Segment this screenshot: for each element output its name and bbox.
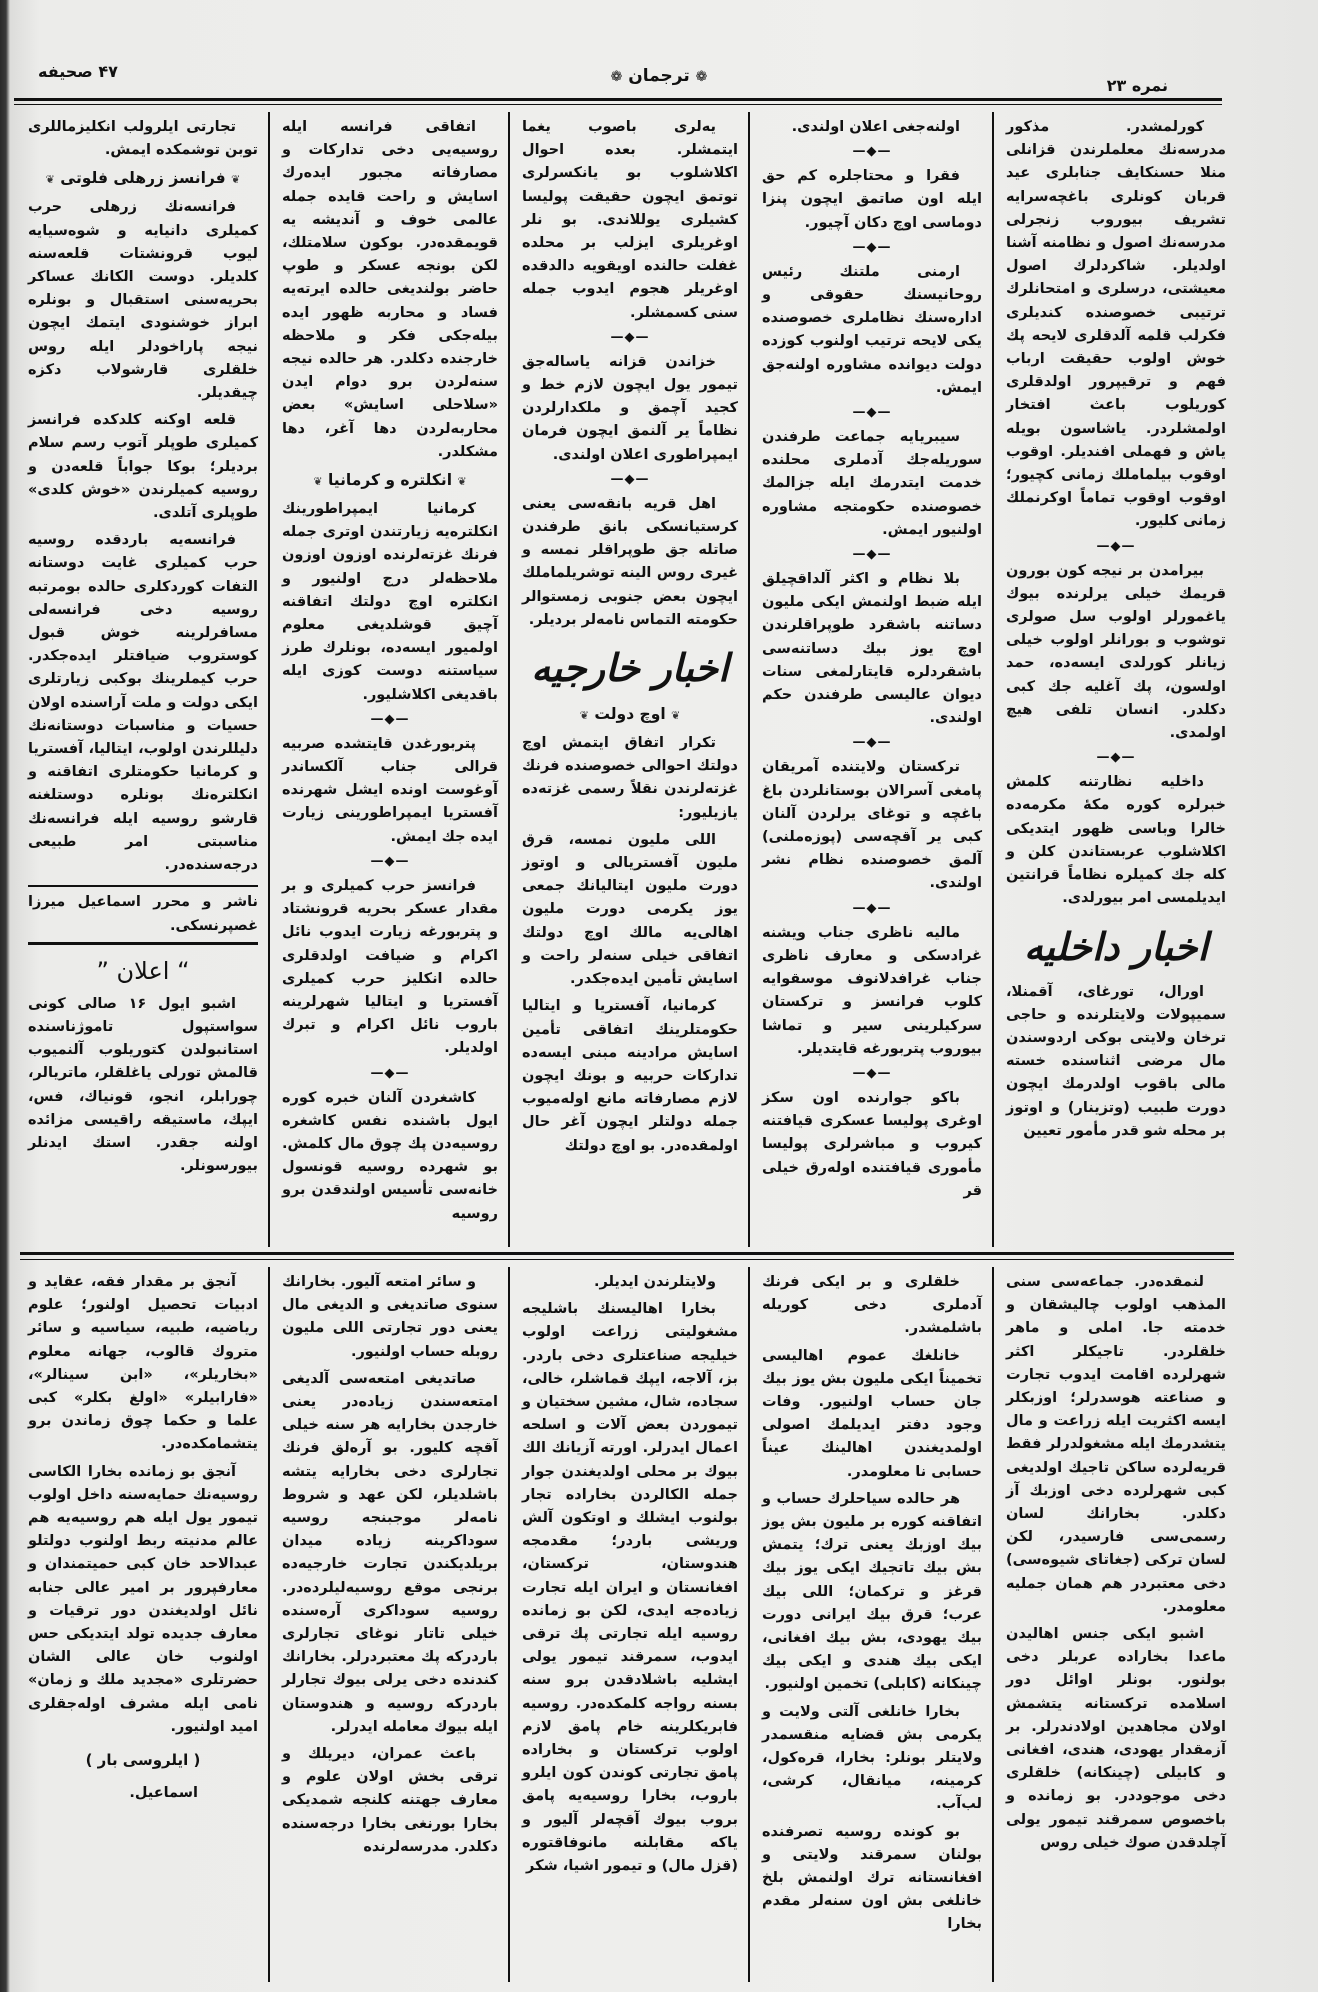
column-divider [268, 1267, 270, 1982]
article-paragraph: تکرار اتفاق ایتمش اوچ دولتك احوالی خصوصنده فرنك غزته‌لرندن نقلاً رسمی غزته‌ده یازیلیور: [522, 735, 738, 821]
advertisement-text: اشبو ایول ۱۶ صالی کونی سواستپول تاموژناسنده استانبولدن کتوریلوب آلنمیوب قالمش تورلی یاغلقلر، ماتریالر، چورابلر، انجو، قونیاك، فس، ایپك، ماستیقه راقیسی مزائده اولنه جقدر. استك ایدنلر بیورسونلر. [28, 995, 258, 1175]
article-paragraph: ارمنی ملتنك رئیس روحانیسنك حقوقی و اداره‌سنك نظاملری خصوصنده یکی لایحه ترتیب اولنوب کوزده دولت دیوانده مشاوره اولنه‌جق ایمش. [762, 263, 982, 396]
ornament-icon: ❦ [45, 173, 55, 187]
article-paragraph: تجارتی ایلرولب انکلیزماللری توبن توشمکده ایمش. [28, 119, 258, 159]
publisher-imprint: ناشر و محرر اسماعیل میرزا غصپرنسکی. [28, 885, 258, 944]
column-divider [748, 1267, 750, 1982]
column-divider [268, 112, 270, 1247]
top-band [20, 112, 1234, 1247]
separator-ornament: —◆— [852, 1065, 892, 1081]
article-paragraph: اللی ملیون نمسه، قرق ملیون آفستریالی و اوتوز دورت ملیون ایتالیانك جمعی یوز یکرمی دورت ملیون اهالی‌یه مالك اوچ دولتك اتفاقی خیلی سنه‌لر راحت و اسایش تأمین ایده‌جکدر. [522, 831, 738, 988]
article-paragraph: باعث عمران، دیریلك و ترقی بخش اولان علوم و معارف جهتنه کلنجه شمدیکی بخارا بورنغی بخارا درجه‌سنده دکلدر. مدرسه‌لرنده [282, 1746, 498, 1855]
bottom-column-1 [998, 1267, 1234, 1982]
advertisement-title: “ اعلان ” [96, 956, 190, 985]
column-divider [508, 112, 510, 1247]
article-subheading [282, 468, 498, 494]
separator-ornament: —◆— [852, 547, 892, 563]
masthead [30, 60, 1288, 96]
article-paragraph: اورال، تورغای، آقمنلا، سمیپولات ولایتلرنده و حاجی ترخان ولایتی بوکی اردوسندن مال مرضی اثناسنده خسته مالی باقوب اولدرمك ایچون دورت طبیب (وتزینار) و اوتوز بر محله شو قدر مأمور تعیین [1006, 983, 1226, 1139]
bottom-column-5 [20, 1267, 266, 1982]
article-paragraph: پتربورغدن قایتشده صربیه قرالی جناب آلکساندر آوغوست اونده ایشل شهرنده آفستریا ایمپراطورینی زیارت ایده جك ایمش. [282, 735, 498, 845]
ornament-icon: ❁ [695, 69, 708, 85]
article-paragraph: اولنه‌جغی اعلان اولندی. [791, 119, 960, 135]
article-paragraph: بیرامدن بر نیجه کون بورون قریمك خیلی یرلرنده بیوك یاغمورلر اولوب سل صولری توشوب و بورانلر اولوب خیلی زیانلر کورلدی ایسه‌ده، حمد اولسون، پك آغلیه جك کبی دکلدر. انسان تلفی هیچ اولمدی. [1006, 562, 1226, 742]
separator-ornament: —◆— [852, 735, 892, 751]
separator-ornament: —◆— [610, 329, 650, 345]
separator-ornament: —◆— [370, 853, 410, 869]
article-paragraph: بخارا خانلغی آلتی ولایت و یکرمی بش قضایه منقسمدر ولایتلر بونلر: بخارا، قره‌کول، کرمینه، میانقال، کرشی، لب‌آب. [762, 1703, 982, 1813]
article-paragraph: بو کونده روسیه تصرفنده بولنان سمرقند ولایتی و افغانستانه ترك اولنمش بلخ خانلغی بش اون سنه‌لر مقدم بخارا [762, 1823, 982, 1933]
article-paragraph: صاتدیغی امتعه‌سی آلدیغی امتعه‌سندن زیاده‌در یعنی خارجدن بخارایه هر سنه خیلی آقچه کلیور. بو آره‌لق فرنك تجارلری دخی بخارایه یتشه باشلدیلر، لکن عهد و شروط نامه‌لر موجبنجه روسیه سوداکرینه زیاده میدان بریلدیکندن تجارت خارجیه‌ده برنجی موقع روسیه‌لیلرده‌در. روسیه سوداکری آره‌سنده خیلی تاتار نوغای تجارلری باردرکه پك معتبردرلر. بخارانك کندنده دخی یرلی بیوك تجارلر باردرکه روسیه و هندوستان ایله بیوك معامله ایدرلر. [282, 1370, 498, 1735]
separator-ornament: —◆— [370, 1065, 410, 1081]
article-paragraph: ترکستان ولایتنده آمریقان پامغی آسرالان بوستانلردن باغ باغچه و توغای یرلردن آلنان کبی یر آقچه‌سی (پوزه‌ملنی) آلمق خصوصنده نظام نشر اولندی. [762, 759, 982, 892]
separator-ornament: —◆— [852, 144, 892, 160]
article-paragraph: کرمانیا ایمپراطورینك انکلتره‌یه زیارتندن اوتری جمله فرنك غزته‌لرنده اوزون اوزون ملاحظه‌لر درج اولنیور و انکلتره اوچ دولتك اتفاقنه آچیق قوشلدیغی معلوم اولمیور ایسه‌ده، بونلرك طرز سیاستنه دوست کوزی ایله باقدیغی اکلاشلیور. [282, 501, 498, 703]
article-paragraph: فقرا و محتاجلره کم حق ایله اون صاتمق ایچون پنزا دوماسی اوچ دکان آچیور. [762, 168, 982, 231]
masthead-rule [14, 98, 1222, 101]
article-paragraph: کرمانیا، آفستریا و ایتالیا حکومتلرینك اتفاقی تأمین اسایش مرادینه مبنی ایسه‌ده تدارکات حربیه و بونك ایچون لازم مصارفاته مانع اوله‌میوب جمله دولتلر ایچون آغر حال اولمقده‌در. بو اوچ دولتك [522, 998, 738, 1154]
ornament-icon: ❦ [579, 709, 589, 723]
separator-ornament: —◆— [1096, 538, 1136, 554]
article-paragraph: سیبریایه جماعت طرفندن سوریله‌جك آدملری محلنده خدمت ایتدرمك ایله جزالمك خصوصنده حکومتجه مشاوره اولنیور ایمش. [762, 429, 982, 538]
subheading-text: فرانسز زرهلی فلوتی [60, 169, 226, 188]
ornament-icon: ❦ [231, 173, 241, 187]
article-paragraph: فرانسه‌یه باردقده روسیه حرب کمیلری غایت دوستانه التفات کوردکلری حالده بومرتبه روسیه دخی فرانسه‌لی مسافرلرینه خوش قبول کوستروب ضیافتلر ایده‌جکدر. حرب کیملرینك بوکبی زیارتلری ایکی دولت و ملت آراسنده اولان حسیات و مناسبات دوستانه‌نك دلیللرندن اولوب، ایتالیا، آفستریا و کرمانیا حکومتلری اتفاقنه و انکلتره‌نك بونلره دوستلغنه قارشو روسیه ایله فرانسه‌نك مناسبتی امر طبیعی درجه‌سنده‌در. [28, 532, 258, 874]
separator-ornament: —◆— [370, 711, 410, 727]
newspaper-title-text: ترجمان [628, 66, 690, 86]
article-paragraph: کورلمشدر. مذکور مدرسه‌نك معلملرندن قزانلی منلا حسنکایف جنابلری عید قربان کونلری باغچه‌سرایه تشریف بیوروب زنجرلی مدرسه‌نك اصول و نظامنه آشنا اولدیلر. شاکردلرك اصول معیشتی، درسلری و امتحانلرك ترتیبی خصوصنده کندیلری فکرلب قلمه آلدقلری لایحه پك خوش اولوب حقیقت ارباب فهم و ترقیپرور اولدقلری کوریلوب باعث افتخار اولمشلردر. یاشاسون بویله یاش و فهملی افندیلر. اوقوب اوقوب بیلماملك زمانی کچیور؛ اوقوب اوقوب تماماً اوکرنملك زمانی کلیور. [1006, 119, 1226, 530]
article-paragraph: فرانسه‌نك زرهلی حرب کمیلری دانیایه و شوه‌سیایه‌ لیوب قرونشتات قلعه‌سنه کلدیلر. دوست الکانك عساکر بحریه‌سنی استقبال و بونلره ابراز خوشنودی ایتمك ایچون نیجه پاراخودلر ایله روس خلقلری قارشولاب دکزه چیقدیلر. [28, 199, 258, 402]
bottom-column-3 [514, 1267, 746, 1982]
separator-ornament: —◆— [1096, 750, 1136, 766]
article-paragraph: اشبو ایکی جنس اهالیدن ماعدا بخاراده عربلر دخی بولنور. بونلر اوائل دور اسلامده ترکستانه یتشمش اولان مجاهدین اولادندرلر. بر آزمقدار یهودی، هندی، افغانی و کابیلی (چینکانه) خلقلری دخی موجوددر. بو زمانده و باخصوص سمرقند تیمور یولی آچلدقدن صوك خیلی روس [1006, 1626, 1226, 1851]
article-paragraph: یه‌لری باصوب یغما ایتمشلر. بعده احوال اکلاشلوب بو یانکسرلری توتمق ایچون حقیقت پولیسا کشیلری یوللاندی. بو نلر اوغریلری ایزلب بر محلده غفلت حالنده اویقویه دالدقده اوغریلر هجوم ایدوب جمله سنی کسمشلر. [522, 119, 738, 321]
article-paragraph: اتفاقی فرانسه ایله روسیه‌یی دخی تدارکات و مصارفاته مجبور ایده‌رك اسایش و راحت قایده جمله عالمی خوف و آندیشه یه قویمقده‌در. بوکون سلامتلك، لکن بونجه عسکر و طوپ حاضر بولندیغی حالده ایرته‌یه فساد و محاربه ظهور ایده بیله‌جکی فکر و ملاحظه خارجنده دکلدر. هر حالده نیجه سنه‌لردن برو دوام ایدن «سلاحلی اسایش» بعض محاربه‌لردن دها آغر، دها مشکلدر. [282, 119, 498, 460]
column-divider [748, 112, 750, 1247]
column-5 [20, 112, 266, 1247]
article-paragraph: مالیه ناظری جناب ویشنه غرادسکی و معارف ناظری جناب غرافدلانوف موسقوایه کلوب فرانسز و ترکستان سرکیلرینی سیر و تماشا بیوروب پتربورغه قایتدیلر. [762, 924, 982, 1057]
bottom-band [20, 1267, 1234, 1982]
article-paragraph: قلعه اوکنه کلدکده فرانسز کمیلری طوپلر آتوب رسم سلام بردیلر؛ بوکا جواباً قلعه‌دن و روسیه کمیلرندن «خوش کلدی» طوپلری آتلدی. [28, 412, 258, 522]
article-paragraph: بخارا اهالیسنك باشلیجه مشغولیتی زراعت اولوب خیلیجه صناعتلری دخی باردر. بز، آلاجه، ایپك قماشلر، خالی، سجاده، شال، مشین سختیان و تیموردن بعض آلات و اسلحه اعمال ایدرلر. اورته آزیانك الك بیوك بر محلی اولدیغندن جوار جمله الکالردن بخاراده تجار بولنوب ایشلك و اوتکون آلش وریشی باردر؛ مقدمجه هندوستان، ترکستان، افغانستان و ایران ایله تجارت زیاده‌جه ایدی، لکن بو زمانده روسیه ایله تجارتی پك ترقی ایدوب، سمرقند تیمور یولی ایشلیه باشلادقدن برو سنه بسنه رواجه کلمکده‌در. روسیه فابریکلرینه خام پامق لازم اولوب ترکستان و بخاراده پامق تجارتی کوندن کون ایلرو باروب، بخارا روسیه‌یه پامق بروب بیوك آقچه‌لر آلیور و یاکه مقابلنه مانوفاقتوره (قزل مال) و تیمور اشیا، شکر [522, 1301, 738, 1875]
separator-ornament: —◆— [852, 900, 892, 916]
column-1 [998, 112, 1234, 1247]
article-paragraph: هر حالده سیاحلرك حساب و اتفاقنه کوره بر ملیون بش یوز بیك اوزبك یعنی ترك؛ یتمش بش بیك تاتجیك ایکی یوز بیك قرغز و ترکمان؛ اللی بیك عرب؛ قرق بیك ایرانی دورت بیك یهودی، بش بیك افغانی، ایکی بیك هندی و ایکی بیك چینکانه (کابلی) تخمین اولنیور. [762, 1490, 982, 1693]
band-rule [20, 1252, 1234, 1255]
article-paragraph: لنمقده‌در. جماعه‌سی سنی المذهب اولوب چالیشقان و خدمته جا. املی و ماهر خلقلردر. تاجیکلر اکثر شهرلرده اقامت ایدوب تجارت و صناعته هوسدرلر؛ اوزبکلر ایسه اکثریت ایله زراعت و مال یتشدرمك ایله مشغولدرلر فقط قریه‌لرده ساکن تاجیك اولدیغی کبی شهرلرده دخی اوزبك آز دکلدر. بخارانك لسان رسمی‌سی فارسیدر، لکن لسان ترکی (جغاتای شیوه‌سی) دخی معتبردر هم همان جملیه معلومدر. [1006, 1274, 1226, 1615]
continued-note: ( ایلروسی بار ) [85, 1751, 201, 1770]
band-rule [20, 1259, 1234, 1260]
column-3 [514, 112, 746, 1247]
article-paragraph: خزاندن قزانه یاساله‌جق تیمور یول ایچون لازم خط و کجید آچمق و ملکدارلردن نظاماً یر آلنمق ایچون فرمان ایمپراطوری اعلان اولندی. [522, 353, 738, 463]
column-divider [508, 1267, 510, 1982]
article-paragraph: آنجق بر مقدار فقه، عقاید و ادبیات تحصیل اولنور؛ علوم ریاضیه، طبیه، سیاسیه و سائر متروك قالوب، جهانه معلوم «بخاریلر»، «ابن سینالر»، «فارابیلر» «اولغ بکلر» کبی علما و حکما چوق زماندن برو یتشمامکده‌در. [28, 1274, 258, 1453]
section-heading-domestic-news: اخبار داخلیه [1023, 923, 1209, 969]
masthead-rule [14, 104, 1222, 105]
page-number: ۴۷ صحیفه [38, 62, 118, 81]
section-heading-foreign-news: اخبار خارجیه [531, 645, 729, 691]
separator-ornament: —◆— [610, 471, 650, 487]
column-4 [274, 112, 506, 1247]
ornament-icon: ❦ [671, 709, 681, 723]
article-paragraph: و سائر امتعه آلیور. بخارانك سنوی صاتدیغی و الدیغی مال یعنی دور تجارتی اللی ملیون روبله حساب اولنیور. [282, 1274, 498, 1360]
article-subheading [522, 702, 738, 728]
article-paragraph: بلا نظام و اکثر آلداقچیلق ایله ضبط اولنمش ایکی ملیون دساتنه باشقرد طوپراقلرندن اوچ یوز بیك دساتنه‌سی باشقردلره قایتارلمغی سنات دیوان عالیسی طرفندن حکم اولندی. [762, 571, 982, 727]
article-paragraph: ولایتلرندن ایدیلر. [593, 1274, 716, 1290]
article-paragraph: کاشغردن آلنان خبره کوره ایول باشنده نفس کاشغره روسیه‌دن پك چوق مال کلمش. بو شهرده روسیه قونسول خانه‌سی تأسیس اولندقدن برو روسیه [282, 1089, 498, 1222]
article-paragraph: آنجق بو زمانده بخارا الکاسی روسیه‌نك حمایه‌سنه داخل اولوب تیمور یول ایله هم روسیه‌یه هم عالم مدنیته ربط اولنوب دولتلو عبدالاحد خان کبی حمیتمندان و معارفپرور بر امیر عالی جنابه نائل اولدیغندن دور ترقیات و معارف جدیده تولد ایتدیکی حس اولنوب خان عالی الشان حضرتلری «مجدید ملك و زمان» نامی ایله مشرف اوله‌جقلری امید اولنیور. [28, 1463, 258, 1735]
article-paragraph: باکو جوارنده اون سکز اوغری پولیسا عسکری قیافتنه کیروب و مباشرلری پولیسا مأموری قیافتنده اوله‌رق خیلی قر [762, 1089, 982, 1199]
article-paragraph: فرانسز حرب کمیلری و بر مقدار عسکر بحریه قرونشتاد و پتربورغه زیارت ایدوب نائل اکرام و ضیافت اولدقلری حالده انکلیز حرب کمیلری آفستریا و ایتالیا شهرلرینه باروب نائل اکرام و تبرك اولدیلر. [282, 877, 498, 1057]
subheading-text: اوچ دولت [594, 705, 666, 724]
separator-ornament: —◆— [852, 239, 892, 255]
newspaper-title [611, 66, 708, 86]
article-subheading [28, 166, 258, 192]
issue-number: نمره ۲۳ [1106, 76, 1168, 95]
article-paragraph: داخلیه نظارتنه کلمش خبرلره کوره مکهٔ مکرمه‌ده خالرا وباسی ظهور ایتدیکی اکلاشلوب عربستاندن کلن و کله جك کمیلره نظاماً قرانتین ایدیلمسی امر بیورلدی. [1006, 774, 1226, 907]
bottom-column-4 [274, 1267, 506, 1982]
ornament-icon: ❁ [610, 69, 623, 85]
author-signature: اسماعیل. [129, 1785, 198, 1802]
article-paragraph: اهل قریه بانقه‌سی یعنی کرستیانسکی بانق طرفندن صاتله جق طوپراقلر نمسه و غیری روس الینه توشریلماملك ایچون بعض جنوبی زمستوالر حکومته التماس نامه‌لر بردیلر. [522, 495, 738, 628]
column-divider [992, 112, 994, 1247]
subheading-text: انکلتره و کرمانیا [327, 471, 453, 490]
article-paragraph: خلقلری و بر ایکی فرنك آدملری دخی کوریله باشلمشدر. [762, 1274, 982, 1337]
ornament-icon: ❦ [457, 475, 467, 489]
article-paragraph: خانلغك عموم اهالیسی تخمیناً ایکی ملیون بش یوز بیك جان حساب اولنیور. وفات وجود دفتر ایدیلمك اصولی اولمدیغندن اهالینك عیناً حسابی نا معلومدر. [762, 1347, 982, 1480]
column-2 [754, 112, 990, 1247]
bottom-column-2 [754, 1267, 990, 1982]
column-divider [992, 1267, 994, 1982]
separator-ornament: —◆— [852, 405, 892, 421]
ornament-icon: ❦ [313, 475, 323, 489]
